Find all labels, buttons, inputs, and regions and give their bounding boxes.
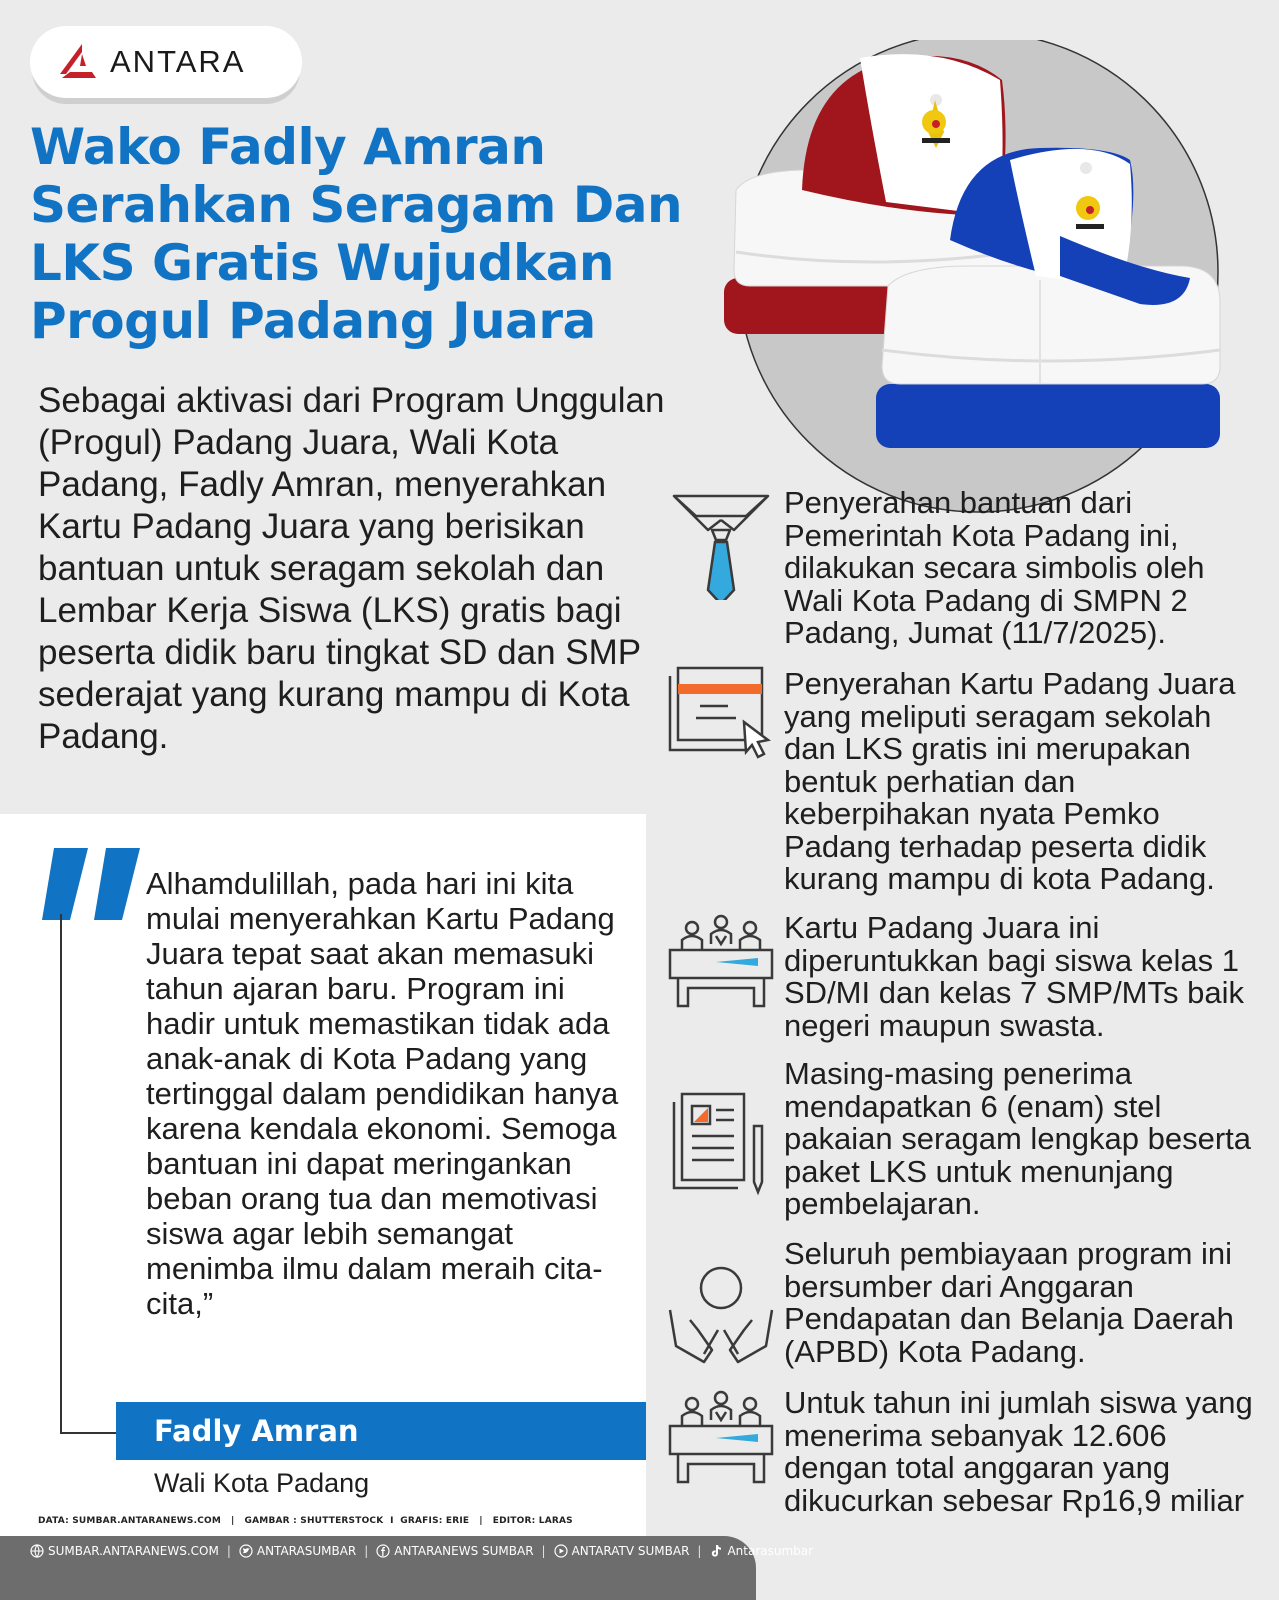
meeting-table-icon [668, 910, 774, 1020]
social-link-facebook[interactable] [376, 1544, 533, 1558]
facebook-icon [376, 1544, 390, 1558]
social-label-website: SUMBAR.ANTARANEWS.COM [48, 1544, 219, 1558]
youtube-icon [554, 1544, 568, 1558]
social-label-youtube: ANTARATV SUMBAR [571, 1544, 690, 1558]
social-link-twitter[interactable] [239, 1544, 356, 1558]
meeting-table-icon [668, 1386, 774, 1496]
necktie-icon [668, 490, 774, 600]
page-title: Wako Fadly Amran Serahkan Seragam Dan LKS Gratis Wujudkan Progul Padang Juara [30, 118, 683, 350]
tiktok-icon [709, 1544, 723, 1558]
documents-pen-icon [668, 1090, 774, 1200]
quote-text: Alhamdulillah, pada hari ini kita mulai menyerahkan Kartu Padang Juara tepat saat akan memasuki tahun ajaran baru. Program ini hadir untuk memastikan tidak ada anak-anak di Kota Padang yang tertinggal dalam pendidikan hanya karena kendala ekonomi. Semoga bantuan ini dapat meringankan beban orang tua dan memotivasi siswa agar lebih semangat menimba ilmu dalam meraih cita-cita,” [146, 866, 619, 1321]
fact-text-3: Kartu Padang Juara ini diperuntukkan bagi siswa kelas 1 SD/MI dan kelas 7 SMP/MTs baik negeri maupun swasta. [784, 910, 1244, 1043]
card-click-icon [668, 662, 774, 772]
social-link-youtube[interactable] [554, 1544, 690, 1558]
social-link-website[interactable] [30, 1544, 219, 1558]
speaker-name: Fadly Amran [116, 1402, 646, 1460]
quotation-mark-icon [40, 848, 142, 920]
twitter-icon [239, 1544, 253, 1558]
fact-text-4: Masing-masing penerima mendapatkan 6 (enam) stel pakaian seragam lengkap beserta paket LKS untuk menunjang pembelajaran. [784, 1056, 1252, 1221]
social-links: SUMBAR.ANTARANEWS.COM | ANTARASUMBAR | ANTARANEWS SUMBAR | ANTARATV SUMBAR | Antarasumbar [30, 1544, 813, 1558]
school-uniform-hats-illustration [710, 40, 1230, 520]
speaker-role: Wali Kota Padang [154, 1468, 370, 1498]
fact-text-6: Untuk tahun ini jumlah siswa yang menerima sebanyak 12.606 dengan total anggaran yang dikucurkan sebesar Rp16,9 miliar [784, 1385, 1253, 1518]
brand-name: ANTARA [110, 44, 246, 79]
fact-text-5: Seluruh pembiayaan program ini bersumber dari Anggaran Pendapatan dan Belanja Daerah (APBD) Kota Padang. [784, 1236, 1234, 1369]
intro-paragraph: Sebagai aktivasi dari Program Unggulan (Progul) Padang Juara, Wali Kota Padang, Fadly Amran, menyerahkan Kartu Padang Juara yang berisikan bantuan untuk seragam sekolah dan Lembar Kerja Siswa (LKS) gratis bagi peserta didik baru tingkat SD dan SMP sederajat yang kurang mampu di Kota Padang. [38, 381, 665, 756]
credits-line: DATA: SUMBAR.ANTARANEWS.COM | GAMBAR : SHUTTERSTOCK I GRAFIS: ERIE | EDITOR: LARAS [38, 1516, 573, 1526]
fact-text-2: Penyerahan Kartu Padang Juara yang meliputi seragam sekolah dan LKS gratis ini merupakan bentuk perhatian dan keberpihakan nyata Pemko Padang terhadap peserta didik kurang mampu di kota Padang. [784, 666, 1236, 896]
antara-logo [30, 26, 302, 98]
social-label-twitter: ANTARASUMBAR [256, 1544, 357, 1558]
antara-logo-icon [56, 40, 100, 84]
fact-text-1: Penyerahan bantuan dari Pemerintah Kota Padang ini, dilakukan secara simbolis oleh Wali Kota Padang di SMPN 2 Padang, Jumat (11/7/2025). [784, 485, 1205, 650]
social-link-tiktok[interactable] [709, 1544, 813, 1558]
globe-icon [30, 1544, 44, 1558]
social-label-tiktok: Antarasumbar [727, 1544, 814, 1558]
quote-connector-line [60, 914, 120, 1434]
hands-support-icon [668, 1262, 774, 1372]
social-label-facebook: ANTARANEWS SUMBAR [394, 1544, 534, 1558]
